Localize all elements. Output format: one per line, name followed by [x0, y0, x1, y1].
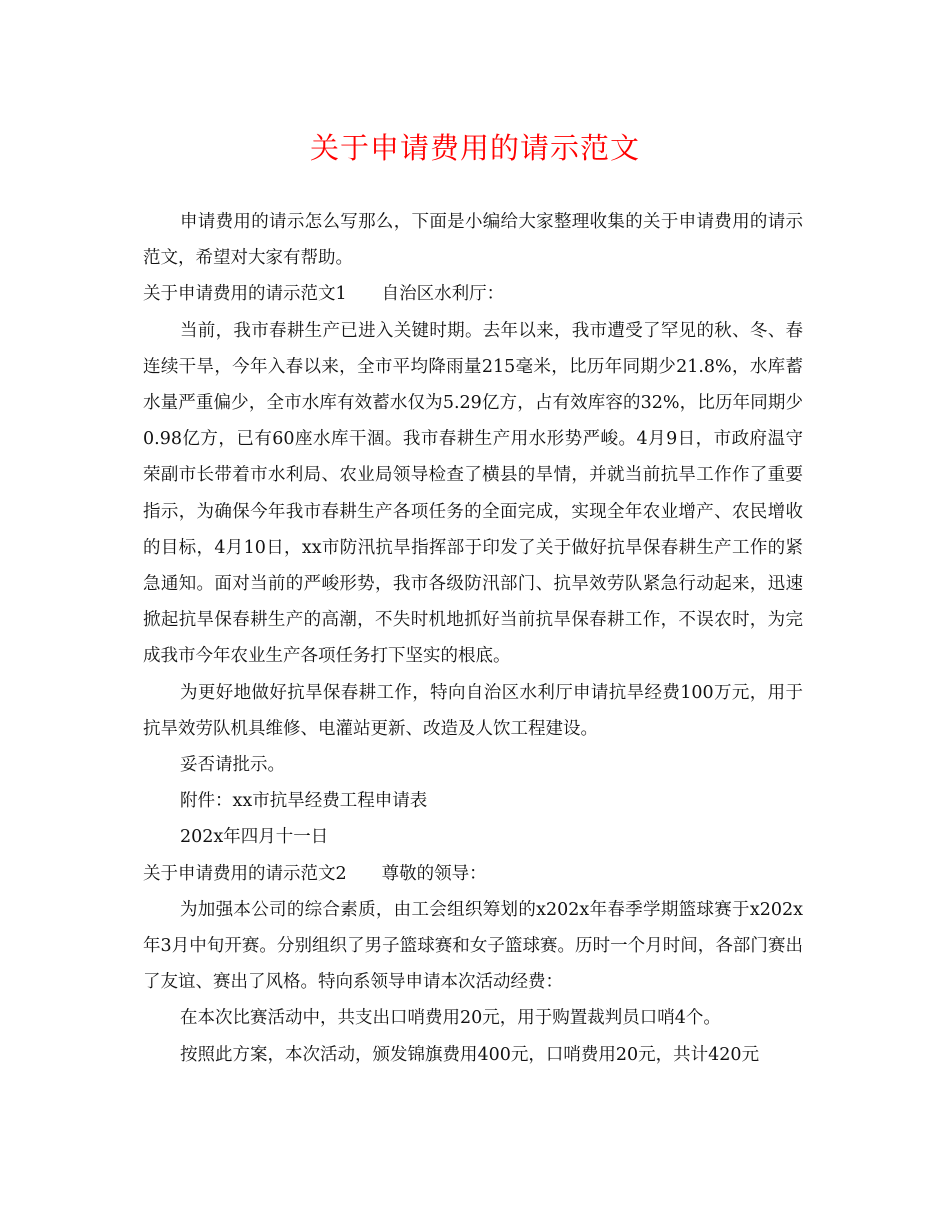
sample1-paragraph-2: 为更好地做好抗旱保春耕工作，特向自治区水利厅申请抗旱经费100万元，用于抗旱效劳队机具维修、电灌站更新、改造及人饮工程建设。 — [143, 682, 803, 739]
sample2-heading-line — [143, 856, 803, 892]
intro-paragraph: 申请费用的请示怎么写那么，下面是小编给大家整理收集的关于申请费用的请示范文，希望对大家有帮助。 — [143, 212, 803, 269]
sample2-paragraph-3: 按照此方案，本次活动，颁发锦旗费用400元，口哨费用20元，共计420元 — [180, 1044, 760, 1065]
sample1-date: 202x年四月十一日 — [180, 827, 329, 848]
document-title: 关于申请费用的请示范文 — [309, 131, 640, 165]
sample1-heading: 关于申请费用的请示范文1 — [143, 284, 347, 305]
sample1-attachment: 附件：xx市抗旱经费工程申请表 — [180, 791, 428, 812]
sample1-request: 妥否请批示。 — [180, 755, 285, 776]
document-body — [143, 204, 803, 1073]
sample1-addressee: 自治区水利厅： — [381, 284, 505, 305]
sample2-paragraph-1: 为加强本公司的综合素质，由工会组织筹划的x202x年春季学期篮球赛于x202x年3月中旬开赛。分别组织了男子篮球赛和女子篮球赛。历时一个月时间，各部门赛出了友谊、赛出了风格。特向系领导申请本次活动经费： — [143, 899, 803, 993]
sample2-heading: 关于申请费用的请示范文2 — [143, 863, 347, 884]
sample2-addressee: 尊敬的领导： — [381, 863, 487, 884]
sample2-paragraph-2: 在本次比赛活动中，共支出口哨费用20元，用于购置裁判员口哨4个。 — [180, 1008, 721, 1029]
sample1-heading-line — [143, 276, 803, 312]
sample1-paragraph-1: 当前，我市春耕生产已进入关键时期。去年以来，我市遭受了罕见的秋、冬、春连续干旱，今年入春以来，全市平均降雨量215毫米，比历年同期少21.8%，水库蓄水量严重偏少，全市水库有效蓄水仅为5.29亿方，占有效库容的32%，比历年同期少0.98亿方，已有60座水库干涸。我市春耕生产用水形势严峻。4月9日，市政府温守荣副市长带着市水利局、农业局领导检查了横县的旱情，并就当前抗旱工作作了重要指示，为确保今年我市春耕生产各项任务的全面完成，实现全年农业增产、农民增收的目标，4月10日，xx市防汛抗旱指挥部于印发了关于做好抗旱保春耕生产工作的紧急通知。面对当前的严峻形势，我市各级防汛部门、抗旱效劳队紧急行动起来，迅速掀起抗旱保春耕生产的高潮，不失时机地抓好当前抗旱保春耕工作，不误农时，为完成我市今年农业生产各项任务打下坚实的根底。 — [143, 320, 803, 667]
